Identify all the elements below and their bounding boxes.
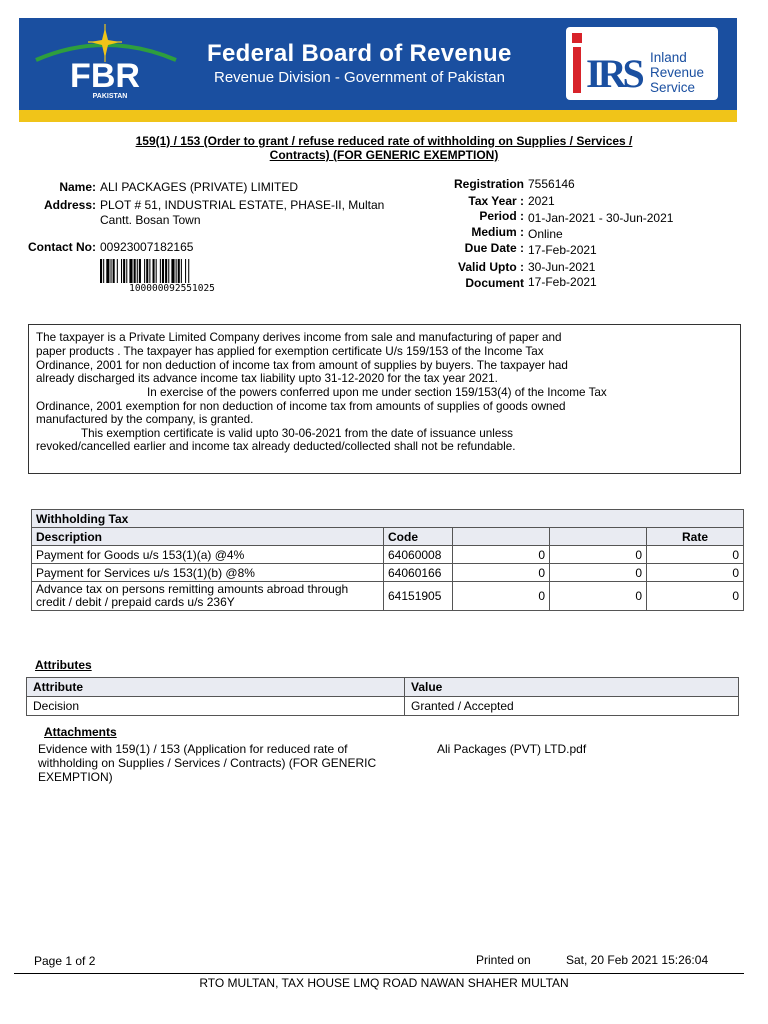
attributes-table: [26, 677, 739, 716]
irs-line-revenue: Revenue: [650, 65, 705, 80]
table-cell: Decision: [27, 697, 405, 716]
document-date: 17-Feb-2021: [528, 275, 597, 289]
footer-divider: [14, 973, 744, 974]
column-header: Code: [384, 528, 453, 546]
barcode: [100, 259, 242, 283]
period-label: Period :: [479, 209, 524, 223]
contact-number: 00923007182165: [100, 240, 194, 254]
document-title-line2: Contracts) (FOR GENERIC EXEMPTION): [269, 148, 499, 162]
office-address: RTO MULTAN, TAX HOUSE LMQ ROAD NAWAN SHAHER MULTAN: [199, 976, 569, 990]
document-label: Document: [465, 276, 524, 290]
table-cell: 0: [453, 564, 550, 582]
table-header-row: [27, 678, 739, 697]
due-date: 17-Feb-2021: [528, 243, 597, 257]
printed-on-timestamp: Sat, 20 Feb 2021 15:26:04: [566, 953, 709, 967]
description-line: This exemption certificate is valid upto 30-06-2021 from the date of issuance unless: [81, 427, 514, 440]
table-cell: 0: [550, 564, 647, 582]
description-line: already discharged its advance income tax liability upto 31-12-2020 for the tax year 2021.: [36, 372, 498, 385]
registration-label: Registration: [453, 177, 524, 191]
medium: Online: [528, 227, 563, 241]
table-header-row: [32, 528, 744, 546]
tax-year: 2021: [528, 194, 555, 208]
description-line: Ordinance, 2001 for non deduction of income tax from amount of supplies by buyers. The taxpayer had: [36, 359, 568, 372]
table-cell: 0: [647, 564, 744, 582]
document-title-line1: 159(1) / 153 (Order to grant / refuse reduced rate of withholding on Supplies / Services /: [135, 134, 633, 148]
header-accent-strip: [19, 110, 737, 122]
column-header: [453, 528, 550, 546]
table-cell: 0: [647, 546, 744, 564]
valid-upto-label: Valid Upto :: [458, 260, 524, 274]
valid-upto: 30-Jun-2021: [528, 260, 596, 274]
attributes-heading: Attributes: [35, 658, 92, 672]
address-line2: Cantt. Bosan Town: [100, 213, 201, 227]
address-line1: PLOT # 51, INDUSTRIAL ESTATE, PHASE-II, Multan: [100, 198, 385, 212]
tax-year-label: Tax Year :: [468, 194, 524, 208]
taxpayer-address: [100, 198, 420, 228]
table-cell: 0: [647, 582, 744, 611]
period: 01-Jan-2021 - 30-Jun-2021: [528, 211, 674, 225]
column-header: Rate: [647, 528, 744, 546]
due-date-label: Due Date :: [464, 241, 524, 255]
table-cell: Advance tax on persons remitting amounts abroad through credit / debit / prepaid cards u/s 236Y: [32, 582, 384, 611]
irs-wordmark: [650, 50, 704, 95]
description-line: revoked/cancelled earlier and income tax already deducted/collected shall not be refundable.: [36, 440, 516, 453]
column-header: [550, 528, 647, 546]
attachments-heading: Attachments: [44, 725, 117, 739]
page-number: Page 1 of 2: [34, 954, 96, 968]
fbr-logo: [30, 22, 180, 102]
table-cell: 0: [453, 546, 550, 564]
column-header: Value: [405, 678, 739, 697]
agency-subtitle: Revenue Division - Government of Pakistan: [214, 69, 505, 86]
medium-label: Medium :: [471, 225, 524, 239]
column-header: Description: [32, 528, 384, 546]
contact-label: Contact No:: [28, 240, 96, 254]
table-row: [27, 697, 739, 716]
description-line: In exercise of the powers conferred upon me under section 159/153(4) of the Income Tax: [147, 386, 607, 399]
taxpayer-name: ALI PACKAGES (PRIVATE) LIMITED: [100, 180, 299, 194]
description-line: paper products . The taxpayer has applied for exemption certificate U/s 159/153 of the Income Tax: [36, 345, 544, 358]
table-cell: Payment for Goods u/s 153(1)(a) @4%: [32, 546, 384, 564]
withholding-tax-table: [31, 509, 744, 611]
irs-line-inland: Inland: [650, 50, 687, 65]
address-label: Address:: [43, 198, 96, 212]
table-row: [32, 564, 744, 582]
table-cell: 64060008: [384, 546, 453, 564]
irs-logo: [570, 29, 646, 99]
fbr-logo-subtext: PAKISTAN: [92, 93, 128, 100]
table-cell: Granted / Accepted: [405, 697, 739, 716]
table-cell: 64151905: [384, 582, 453, 611]
column-header: Attribute: [27, 678, 405, 697]
name-label: Name:: [59, 180, 96, 194]
printed-on-label: Printed on: [476, 953, 531, 967]
attachment-file-link[interactable]: Ali Packages (PVT) LTD.pdf: [437, 742, 587, 756]
table-cell: 0: [550, 582, 647, 611]
table-cell: 0: [453, 582, 550, 611]
irs-line-service: Service: [650, 80, 696, 95]
table-title-row: [32, 510, 744, 528]
table-cell: 64060166: [384, 564, 453, 582]
table-row: [32, 546, 744, 564]
description-line: Ordinance, 2001 exemption for non deduction of income tax from amounts of supplies of goods owned: [36, 400, 566, 413]
barcode-number: 100000092551025: [129, 283, 215, 294]
description-line: manufactured by the company, is granted.: [36, 413, 254, 426]
attachment-description: Evidence with 159(1) / 153 (Application for reduced rate of withholding on Supplies / Services / Contracts) (FOR GENERIC EXEMPTION): [38, 742, 377, 784]
withholding-title: Withholding Tax: [32, 510, 744, 528]
table-cell: Payment for Services u/s 153(1)(b) @8%: [32, 564, 384, 582]
registration-number: 7556146: [528, 177, 575, 191]
agency-title: Federal Board of Revenue: [207, 40, 512, 67]
fbr-logo-text: FBR: [70, 57, 140, 95]
irs-logo-text: IRS: [586, 51, 641, 96]
table-cell: 0: [550, 546, 647, 564]
table-row: [32, 582, 744, 611]
description-line: The taxpayer is a Private Limited Company derives income from sale and manufacturing of paper and: [36, 331, 562, 344]
document-title: [60, 134, 708, 162]
